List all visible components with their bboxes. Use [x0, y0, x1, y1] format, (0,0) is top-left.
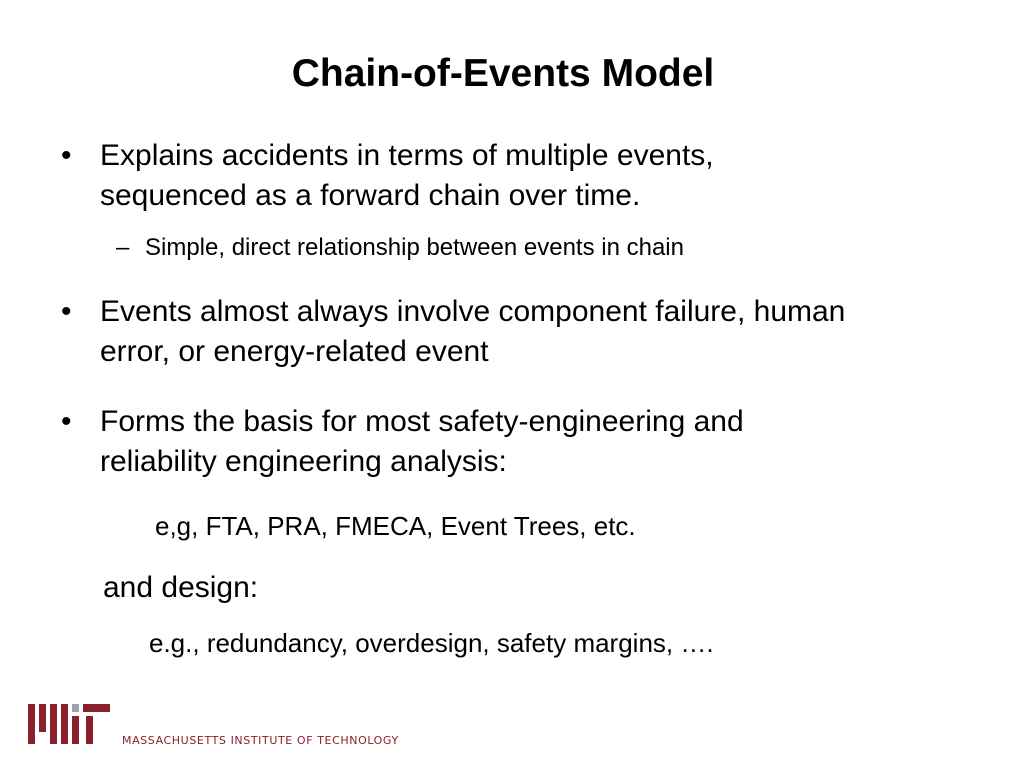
design-label: and design:: [103, 571, 259, 604]
sub-bullet-text: Simple, direct relationship between events in chain: [145, 234, 684, 261]
institution-name: MASSACHUSETTS INSTITUTE OF TECHNOLOGY: [122, 734, 399, 747]
bullet-line: sequenced as a forward chain over time.: [100, 179, 641, 212]
analysis-examples: e,g, FTA, PRA, FMECA, Event Trees, etc.: [155, 511, 636, 541]
bullet-mark: •: [61, 295, 72, 328]
bullet-line: Events almost always involve component failure, human: [100, 295, 846, 328]
bullet-text: [100, 402, 980, 482]
mit-logo: [28, 704, 110, 744]
bullet-text: [100, 136, 980, 216]
sub-bullet-mark: –: [116, 234, 130, 261]
bullet-text: [100, 292, 980, 372]
bullet-line: error, or energy-related event: [100, 335, 489, 368]
bullet-mark: •: [61, 139, 72, 172]
bullet-line: Explains accidents in terms of multiple events,: [100, 139, 714, 172]
bullet-mark: •: [61, 405, 72, 438]
slide-title: Chain-of-Events Model: [291, 52, 715, 95]
bullet-line: Forms the basis for most safety-engineering and: [100, 405, 744, 438]
design-examples: e.g., redundancy, overdesign, safety margins, ….: [149, 628, 714, 658]
bullet-line: reliability engineering analysis:: [100, 445, 507, 478]
